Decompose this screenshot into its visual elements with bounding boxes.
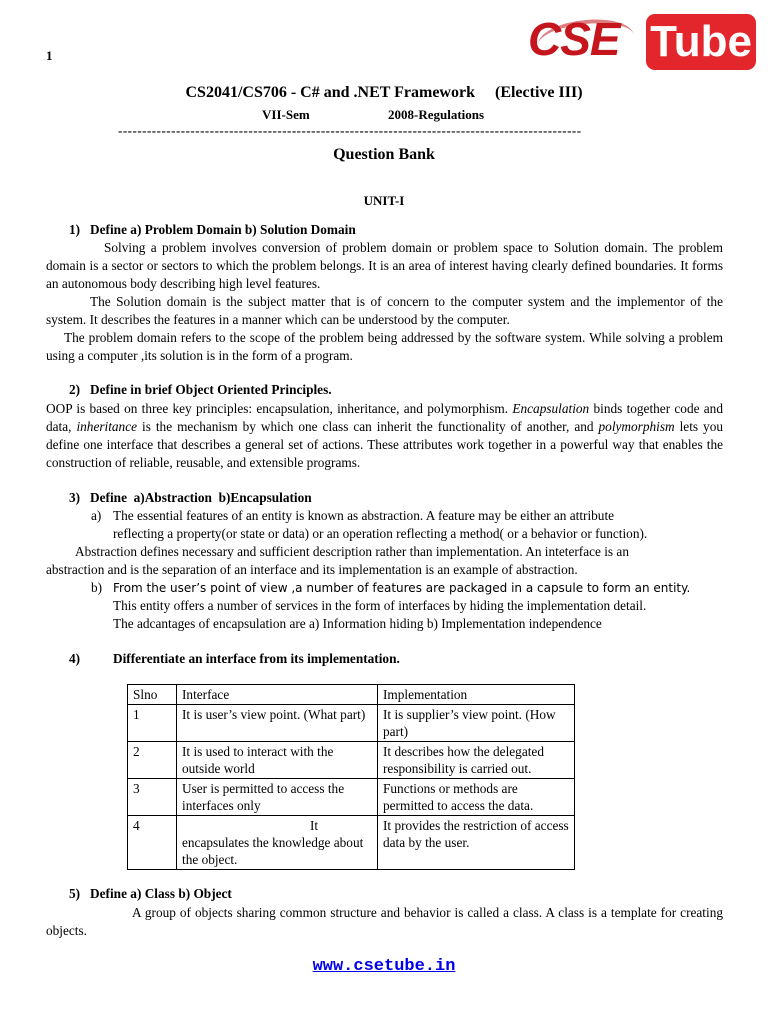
q2-paragraph: [46, 400, 723, 472]
table-row: [128, 779, 575, 816]
q2-text-3: is the mechanism by which one class can inherit the functionality of another, and: [137, 419, 599, 434]
footer-url-link[interactable]: www.csetube.in: [312, 957, 456, 976]
question-4-number: 4): [69, 651, 81, 666]
q1-paragraph-3: The problem domain refers to the scope of the problem being addressed by the software system. While solving a problem using a computer ,its solution is in the form of a program.: [46, 330, 723, 363]
cell-implementation: Functions or methods are permitted to access the data.: [378, 779, 575, 816]
q2-term-encapsulation: Encapsulation: [512, 401, 590, 416]
q3-abstraction-line-1: Abstraction defines necessary and sufficient description rather than implementation. An inteterface is an: [75, 544, 629, 559]
q3-abstraction-line-2: abstraction and is the separation of an interface and its implementation is an example of abstraction.: [46, 562, 578, 577]
q3-b-line-3: The adcantages of encapsulation are a) Information hiding b) Implementation independence: [113, 616, 602, 631]
q3-b-line-1: From the user’s point of view ,a number of features are packaged in a capsule to form an entity.: [113, 581, 691, 595]
q1-paragraph-2: The Solution domain is the subject matter that is of concern to the computer system and the implementor of the system. It describes the features in a manner which can be understood by the computer.: [46, 294, 723, 327]
q2-term-inheritance: inheritance: [76, 419, 138, 434]
unit-heading: UNIT-I: [363, 193, 405, 208]
question-3-heading: 3) Define a)Abstraction b)Encapsulation: [69, 490, 312, 505]
table-row: [128, 816, 575, 870]
q2-text-4: lets you define one interface that describes a general set of actions. These attributes work together in a powerful way that enables the construction of reliable, reusable, and extensible programs.: [46, 419, 723, 470]
q2-text-2: binds together code and data,: [46, 401, 723, 434]
csetube-logo: [528, 10, 756, 72]
header-implementation: Implementation: [378, 685, 575, 705]
cell-slno: 4: [128, 816, 177, 870]
header-slno: Slno: [128, 685, 177, 705]
page-number: 1: [46, 48, 53, 63]
cell-interface: It encapsulates the knowledge about the object.: [177, 816, 378, 870]
cell-slno: 3: [128, 779, 177, 816]
cell-interface: It is used to interact with the outside world: [177, 742, 378, 779]
q3-b-line-2: This entity offers a number of services in the form of interfaces by hiding the implementation detail.: [113, 598, 647, 613]
q2-term-polymorphism: polymorphism: [598, 419, 675, 434]
footer: [0, 957, 768, 976]
q2-text-1: OOP is based on three key principles: encapsulation, inheritance, and polymorphism.: [46, 401, 513, 416]
cell-implementation: It provides the restriction of access data by the user.: [378, 816, 575, 870]
cell-interface: It is user’s view point. (What part): [177, 705, 378, 742]
question-5-heading: 5) Define a) Class b) Object: [69, 886, 232, 901]
course-title: CS2041/CS706 - C# and .NET Framework (Elective III): [185, 84, 583, 101]
document-title: Question Bank: [333, 146, 435, 163]
cell-slno: 2: [128, 742, 177, 779]
q5-paragraph: A group of objects sharing common structure and behavior is called a class. A class is a template for creating objects.: [46, 905, 723, 938]
separator-line: ------------------------------------------------------------------------------------------------: [118, 123, 582, 138]
q3-a-label: a): [91, 508, 102, 523]
cell-implementation: It describes how the delegated responsibility is carried out.: [378, 742, 575, 779]
q3-b-label: b): [91, 580, 103, 595]
cell-implementation: It is supplier’s view point. (How part): [378, 705, 575, 742]
table-row: [128, 705, 575, 742]
q3-a-line-2: reflecting a property(or state or data) or an operation reflecting a method( or a behavior or function).: [113, 526, 648, 541]
header-interface: Interface: [177, 685, 378, 705]
table-header-row: [128, 685, 575, 705]
logo-tube-text: Tube: [646, 14, 756, 70]
logo-cse-text: CSE: [528, 13, 620, 65]
semester-label: VII-Sem: [262, 107, 310, 122]
regulation-label: 2008-Regulations: [388, 107, 485, 122]
question-2-heading: 2) Define in brief Object Oriented Principles.: [69, 382, 332, 397]
q1-paragraph-1: Solving a problem involves conversion of problem domain or problem space to Solution domain. The problem domain is a sector or sectors to which the problem belongs. It is an area of interest having clearly defined boundaries. It forms an autonomous body describing high level features.: [46, 240, 723, 291]
question-1-heading: 1) Define a) Problem Domain b) Solution Domain: [69, 222, 356, 237]
interface-implementation-table: [127, 684, 575, 870]
cell-slno: 1: [128, 705, 177, 742]
cell-interface: User is permitted to access the interfaces only: [177, 779, 378, 816]
question-4-heading: Differentiate an interface from its implementation.: [113, 651, 400, 666]
q3-a-line-1: The essential features of an entity is known as abstraction. A feature may be either an attribute: [113, 508, 615, 523]
table-row: [128, 742, 575, 779]
